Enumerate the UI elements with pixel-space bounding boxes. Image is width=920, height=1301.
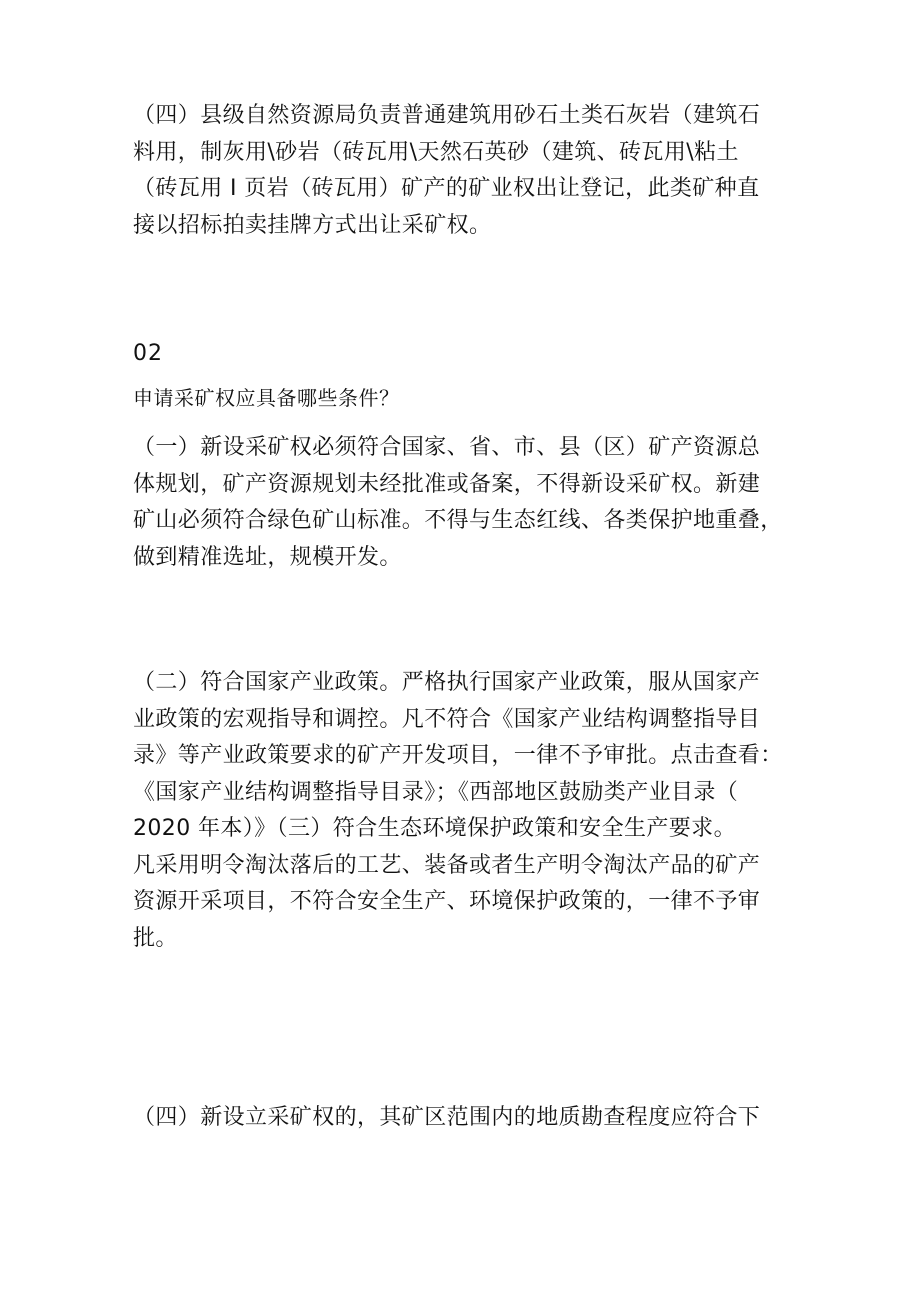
paragraph-line: （一）新设采矿权必须符合国家、省、市、县（区）矿产资源总 [133,435,761,460]
paragraph-line: 凡采用明令淘汰落后的工艺、装备或者生产明令淘汰产品的矿产 [133,852,761,878]
paragraph-line: 体规划，矿产资源规划未经批准或备案，不得新设采矿权。新建 [133,471,761,497]
paragraph-line: 接以招标拍卖挂牌方式出让采矿权。 [133,212,492,238]
paragraph-line: 批。 [133,925,178,951]
paragraph-line: 《国家产业结构调整指导目录》；《西部地区鼓励类产业目录（ [133,779,739,805]
paragraph-planning-conditions [133,430,793,576]
paragraph-line: （砖瓦用 I 页岩（砖瓦用）矿产的矿业权出让登记，此类矿种直 [133,176,760,201]
paragraph-line: 录》等产业政策要求的矿产开发项目，一律不予审批。点击查看： [133,743,783,768]
paragraph-line: （四）县级自然资源局负责普通建筑用砂石土类石灰岩（建筑石 [133,103,761,128]
paragraph-line: 资源开采项目，不符合安全生产、环境保护政策的，一律不予审 [133,889,761,914]
section-question: 申请采矿权应具备哪些条件？ [133,386,400,410]
paragraph-line: 做到精准选址，规模开发。 [133,544,402,570]
paragraph-line: （四）新设立采矿权的，其矿区范围内的地质勘查程度应符合下 [133,1105,761,1130]
paragraph-county-registration [133,98,793,244]
paragraph-line: 2020 年本）》（三）符合生态环境保护政策和安全生产要求。 [133,816,736,841]
paragraph-exploration-level [133,1100,793,1137]
section-number: 02 [133,341,163,366]
paragraph-industry-policy [133,665,793,957]
paragraph-line: 业政策的宏观指导和调控。凡不符合《国家产业结构调整指导目 [133,706,761,732]
paragraph-line: 矿山必须符合绿色矿山标准。不得与生态红线、各类保护地重叠， [133,508,783,533]
paragraph-line: 料用，制灰用\砂岩（砖瓦用\天然石英砂（建筑、砖瓦用\粘土 [133,139,739,165]
paragraph-line: （二）符合国家产业政策。严格执行国家产业政策，服从国家产 [133,670,761,695]
